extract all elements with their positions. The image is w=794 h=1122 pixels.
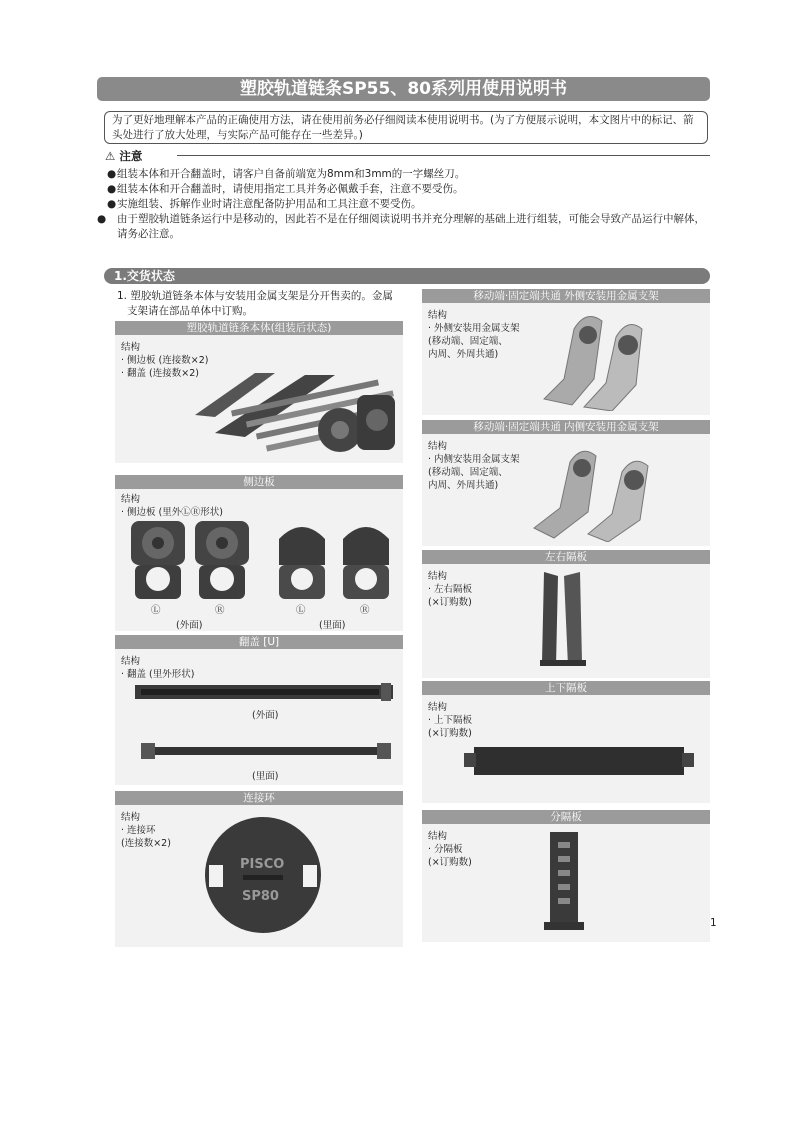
notice-label: 注意 — [119, 149, 143, 163]
side-plate-inner-right-image — [337, 519, 395, 601]
cover-structure: 结构 · 翻盖 (里外形状) — [121, 656, 195, 680]
panel-side-plate — [115, 489, 403, 631]
ud-separator-image — [464, 743, 694, 779]
panel-header-lr-separator: 左右隔板 — [422, 550, 710, 564]
notice-item: ●组装本体和开合翻盖时，请使用指定工具并务必佩戴手套，注意不要受伤。 — [107, 183, 464, 195]
ring-brand-sp80: SP80 — [242, 889, 279, 904]
inner-bracket-structure: 结构 · 内侧安装用金属支架 (移动端、固定端、 内周、外周共通) — [428, 441, 520, 491]
mark-l-outer: Ⓛ — [151, 605, 161, 616]
divider-structure: 结构 · 分隔板 (×订购数) — [428, 831, 472, 868]
side-plate-inner-left-image — [273, 519, 331, 601]
bullet-icon: ● — [97, 213, 107, 225]
cover-caption-inner: (里面) — [252, 771, 279, 782]
panel-divider — [422, 824, 710, 942]
outer-bracket-structure: 结构 · 外侧安装用金属支架 (移动端、固定端、 内周、外周共通) — [428, 310, 520, 360]
mark-r-inner: Ⓡ — [360, 605, 370, 616]
side-plate-outer-right-image — [193, 519, 251, 601]
ring-structure: 结构 · 连接环 (连接数×2) — [121, 812, 171, 849]
bullet-icon: ● — [107, 198, 117, 210]
chain-body-structure: 结构 · 侧边板 (连接数×2) · 翻盖 (连接数×2) — [121, 342, 209, 379]
cover-inner-image — [141, 739, 391, 763]
ring-image — [203, 815, 323, 935]
panel-header-divider: 分隔板 — [422, 810, 710, 824]
bullet-icon: ● — [107, 168, 117, 180]
panel-inner-bracket — [422, 434, 710, 546]
notice-item: ●组装本体和开合翻盖时，请客户自备前端宽为8mm和3mm的一字螺丝刀。 — [107, 168, 466, 180]
mark-l-inner: Ⓛ — [296, 605, 306, 616]
panel-cover — [115, 649, 403, 785]
section-1-note: 1. 塑胶轨道链条本体与安装用金属支架是分开售卖的。金属支架请在部品单体中订购。 — [117, 290, 393, 317]
cover-caption-outer: (外面) — [252, 710, 279, 721]
panel-header-chain-body: 塑胶轨道链条本体(组装后状态) — [115, 321, 403, 335]
ud-separator-structure: 结构 · 上下隔板 (×订购数) — [428, 702, 473, 739]
lr-separator-image — [538, 570, 588, 674]
panel-header-inner-bracket: 移动端·固定端共通 内侧安装用金属支架 — [422, 420, 710, 434]
page-number: 1 — [710, 917, 717, 929]
side-plate-outer-left-image — [129, 519, 187, 601]
ring-brand-pisco: PISCO — [240, 857, 285, 872]
document-title: 塑胶轨道链条SP55、80系列用使用说明书 — [97, 77, 710, 101]
panel-lr-separator — [422, 564, 710, 678]
panel-chain-body — [115, 335, 403, 463]
notice-heading — [105, 148, 710, 162]
notice-item: ●实施组装、拆解作业时请注意配备防护用品和工具注意不要受伤。 — [107, 198, 422, 210]
panel-header-ud-separator: 上下隔板 — [422, 681, 710, 695]
panel-header-ring: 连接环 — [115, 791, 403, 805]
side-plate-structure: 结构 · 侧边板 (里外ⓁⓇ形状) — [121, 494, 223, 518]
panel-outer-bracket — [422, 303, 710, 415]
cover-outer-image — [135, 681, 393, 703]
panel-header-cover: 翻盖 [U] — [115, 635, 403, 649]
panel-header-side-plate: 侧边板 — [115, 475, 403, 489]
caption-outer: (外面) — [176, 620, 203, 631]
panel-ud-separator — [422, 695, 710, 803]
panel-header-outer-bracket: 移动端·固定端共通 外侧安装用金属支架 — [422, 289, 710, 303]
bullet-icon: ● — [107, 183, 117, 195]
warning-icon: ⚠ — [105, 149, 116, 163]
notice-item: ● 由于塑胶轨道链条运行中是移动的，因此若不是在仔细阅读说明书并充分理解的基础上进行组装，可能会导致产品运行中解体，请务必注意。 — [97, 213, 705, 240]
lr-separator-structure: 结构 · 左右隔板 (×订购数) — [428, 571, 473, 608]
intro-box: 为了更好地理解本产品的正确使用方法，请在使用前务必仔细阅读本使用说明书。(为了方便展示说明，本文图片中的标记、箭头处进行了放大处理，与实际产品可能存在一些差异。) — [104, 111, 708, 144]
notice-divider — [177, 155, 710, 156]
inner-bracket-image — [524, 442, 654, 542]
caption-inner: (里面) — [319, 620, 346, 631]
panel-ring — [115, 805, 403, 947]
section-1-title: 1.交货状态 — [104, 268, 710, 284]
chain-body-image — [185, 355, 400, 463]
divider-image — [542, 830, 586, 934]
mark-r-outer: Ⓡ — [215, 605, 225, 616]
outer-bracket-image — [524, 309, 654, 411]
